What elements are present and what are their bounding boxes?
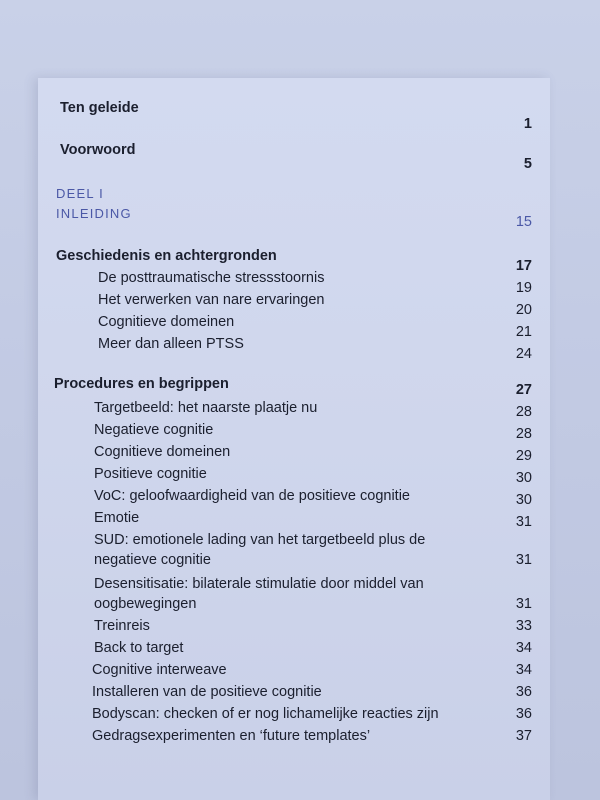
section-page: 28: [515, 426, 532, 442]
section-page: 28: [515, 404, 532, 420]
section-title: SUD: emotionele lading van het targetbeeld plus de: [94, 532, 426, 548]
section-title-continued: negatieve cognitie: [94, 552, 211, 568]
section-title: Negatieve cognitie: [94, 422, 214, 438]
section-page: 31: [515, 514, 532, 530]
section-title: Cognitive interweave: [92, 662, 227, 678]
section-title: Positieve cognitie: [94, 466, 207, 482]
section-title: Gedragsexperimenten en ‘future templates’: [92, 728, 371, 744]
section-title: De posttraumatische stressstoornis: [98, 270, 325, 286]
part-title: INLEIDING: [56, 206, 132, 221]
section-page: 37: [515, 728, 532, 744]
toc-page: [38, 78, 550, 800]
part-label: DEEL I: [56, 186, 104, 201]
section-page: 36: [515, 706, 532, 722]
section-page: 34: [515, 640, 532, 656]
section-page: 24: [515, 346, 532, 362]
entry-title: Voorwoord: [60, 142, 136, 158]
entry-page: 5: [523, 156, 532, 172]
section-title: Cognitieve domeinen: [98, 314, 235, 330]
section-page: 31: [515, 596, 532, 612]
section-title: Installeren van de positieve cognitie: [92, 684, 322, 700]
chapter-title: Procedures en begrippen: [54, 376, 229, 392]
section-page: 29: [515, 448, 532, 464]
section-title: Emotie: [94, 510, 140, 526]
section-page: 33: [515, 618, 532, 634]
section-page: 21: [515, 324, 532, 340]
section-title: Het verwerken van nare ervaringen: [98, 292, 325, 308]
section-page: 34: [515, 662, 532, 678]
section-page: 36: [515, 684, 532, 700]
section-page: 20: [515, 302, 532, 318]
section-title: Meer dan alleen PTSS: [98, 336, 244, 352]
section-title-continued: oogbewegingen: [94, 596, 197, 612]
entry-title: Ten geleide: [60, 100, 139, 116]
section-title: Bodyscan: checken of er nog lichamelijke reacties zijn: [92, 706, 439, 722]
section-title: Targetbeeld: het naarste plaatje nu: [94, 400, 318, 416]
chapter-title: Geschiedenis en achtergronden: [56, 248, 277, 264]
section-page: 19: [515, 280, 532, 296]
section-page: 30: [515, 470, 532, 486]
section-page: 30: [515, 492, 532, 508]
section-title: Back to target: [94, 640, 184, 656]
chapter-page: 27: [515, 382, 532, 398]
section-title: Desensitisatie: bilaterale stimulatie door middel van: [94, 576, 424, 592]
section-page: 31: [515, 552, 532, 568]
section-title: VoC: geloofwaardigheid van de positieve cognitie: [94, 488, 410, 504]
section-title: Treinreis: [94, 618, 150, 634]
entry-page: 1: [523, 116, 532, 132]
part-page: 15: [515, 214, 532, 230]
section-title: Cognitieve domeinen: [94, 444, 231, 460]
chapter-page: 17: [515, 258, 532, 274]
